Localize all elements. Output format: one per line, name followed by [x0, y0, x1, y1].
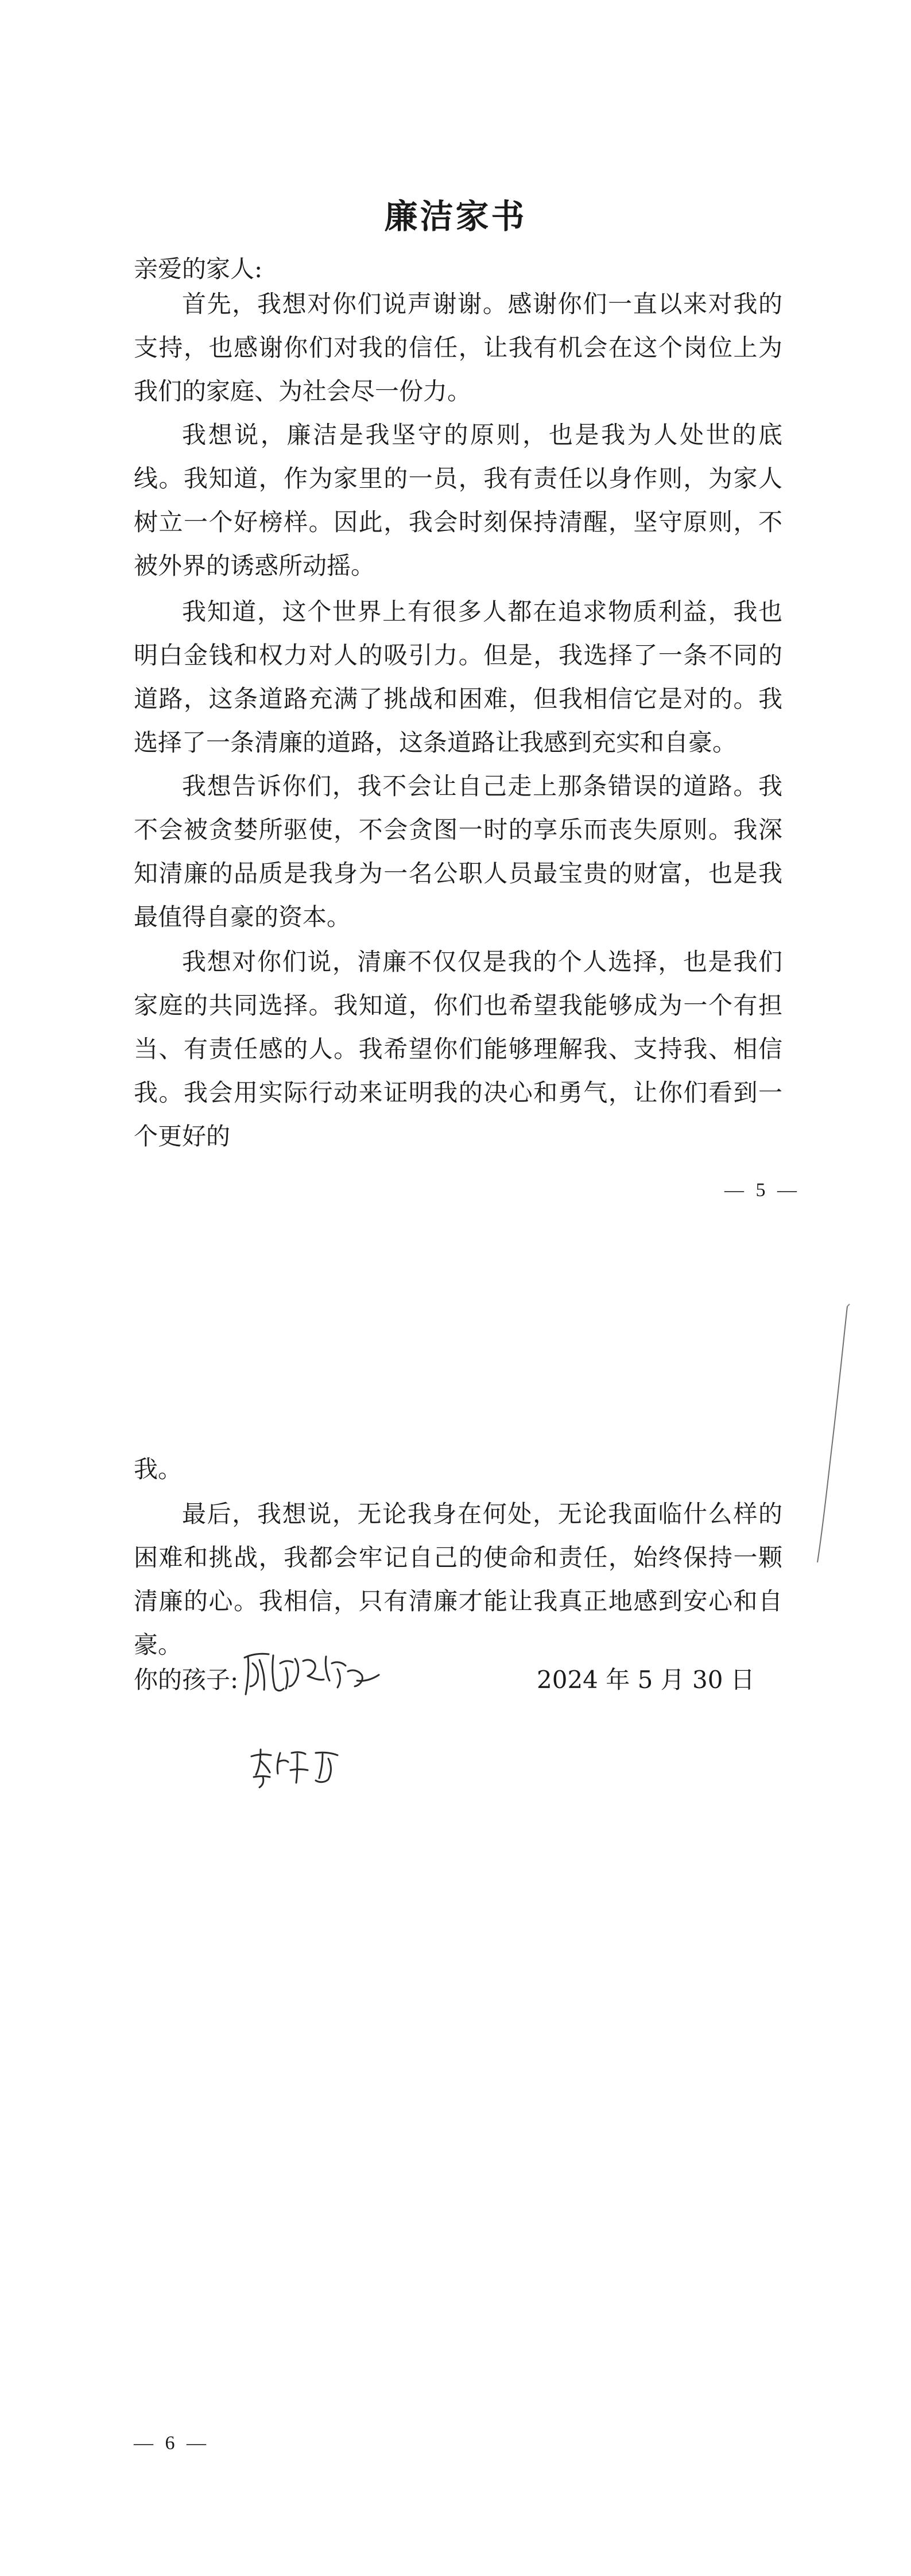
letter-date: 2024 年 5 月 30 日 — [537, 1666, 755, 1694]
continuation-line: 我。 — [134, 1455, 183, 1483]
paragraph-2: 我想说，廉洁是我坚守的原则，也是我为人处世的底线。我知道，作为家里的一员，我有责任以身作则，为家人树立一个好榜样。因此，我会时刻保持清醒，坚守原则，不被外界的诱惑所动摇。 — [134, 421, 782, 580]
handwritten-signature-1 — [240, 1646, 383, 1699]
letter-title: 廉洁家书 — [384, 197, 527, 236]
scan-artifact-line — [809, 1303, 855, 1567]
final-paragraph: 最后，我想说，无论我身在何处，无论我面临什么样的困难和挑战，我都会牢记自己的使命和责任，始终保持一颗清廉的心。我相信，只有清廉才能让我真正地感到安心和自豪。 — [134, 1500, 782, 1659]
salutation: 亲爱的家人: — [134, 255, 263, 283]
paragraph-5: 我想对你们说，清廉不仅仅是我的个人选择，也是我们家庭的共同选择。我知道，你们也希望我能够成为一个有担当、有责任感的人。我希望你们能够理解我、支持我、相信我。我会用实际行动来证明我的决心和勇气，让你们看到一个更好的 — [134, 948, 782, 1150]
paragraph-3: 我知道，这个世界上有很多人都在追求物质利益，我也明白金钱和权力对人的吸引力。但是，我选择了一条不同的道路，这条道路充满了挑战和困难，但我相信它是对的。我选择了一条清廉的道路，这条道路让我感到充实和自豪。 — [134, 598, 782, 756]
paragraph-1: 首先，我想对你们说声谢谢。感谢你们一直以来对我的支持，也感谢你们对我的信任，让我有机会在这个岗位上为我们的家庭、为社会尽一份力。 — [134, 290, 782, 405]
handwritten-signature-2 — [248, 1745, 346, 1790]
page-number-6: — 6 — — [134, 2433, 210, 2454]
paragraph-4: 我想告诉你们，我不会让自己走上那条错误的道路。我不会被贪婪所驱使，不会贪图一时的享乐而丧失原则。我深知清廉的品质是我身为一名公职人员最宝贵的财富，也是我最值得自豪的资本。 — [134, 772, 782, 931]
page-number-5: — 5 — — [724, 1180, 800, 1201]
sign-label: 你的孩子: — [134, 1666, 239, 1694]
